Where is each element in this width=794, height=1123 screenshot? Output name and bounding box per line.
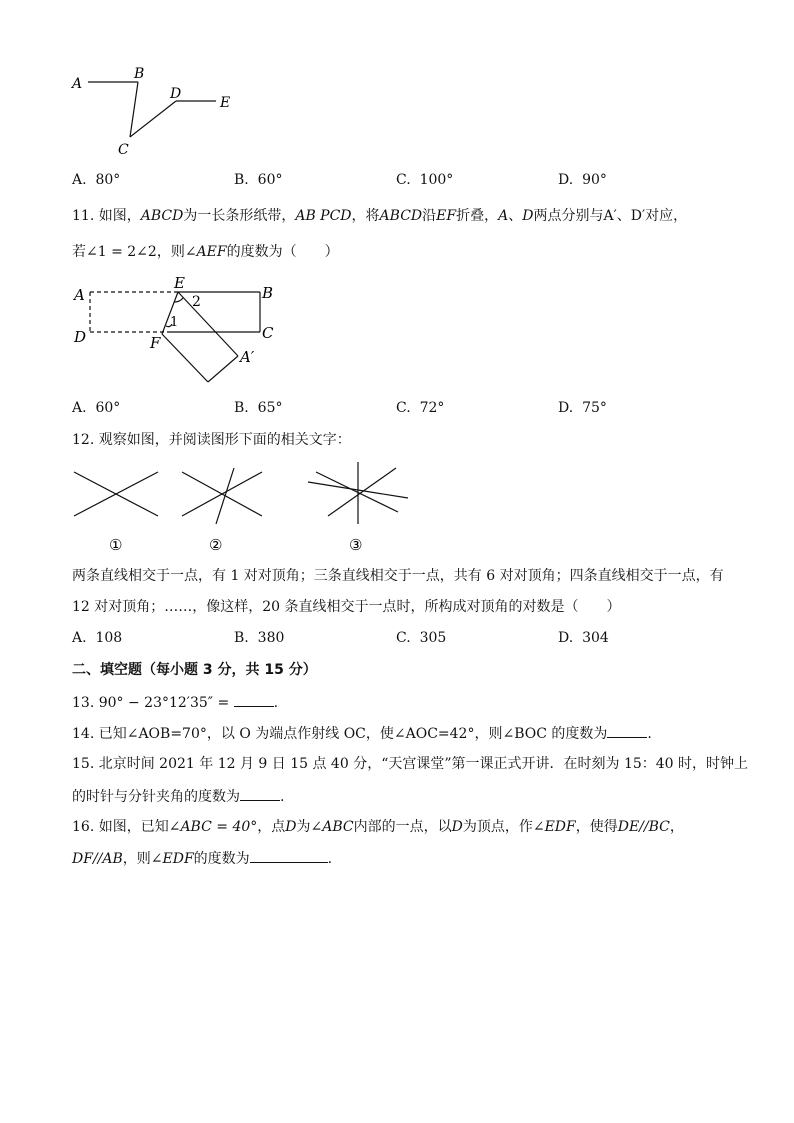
q10-option-b[interactable]: B. 60° — [234, 172, 283, 188]
fig11-angle-2: 2 — [192, 294, 201, 310]
q11-option-d[interactable]: D. 75° — [558, 400, 607, 416]
fig11-label-b: B — [262, 284, 274, 302]
q16-answer-blank[interactable] — [250, 848, 328, 863]
q16-line1: 16. 如图，已知∠ABC = 40°，点D为∠ABC内部的一点，以D为顶点，作∠EDF，使得DE//BC， — [72, 819, 684, 835]
fig11-label-a-prime: A′ — [240, 348, 255, 366]
figure-q12 — [66, 462, 416, 558]
fig12-label-1: ① — [109, 536, 123, 554]
fig11-label-c: C — [262, 324, 274, 342]
point-label-c: C — [118, 142, 129, 158]
q11-option-a[interactable]: A. 60° — [72, 400, 121, 416]
q13: 13. 90° − 23°12′35″ = . — [72, 692, 278, 713]
q10-option-a[interactable]: A. 80° — [72, 172, 121, 188]
q15-answer-blank[interactable] — [240, 786, 280, 801]
q14: 14. 已知∠AOB=70°，以 O 为端点作射线 OC，使∠AOC=42°，则∠BOC 的度数为 . — [72, 723, 652, 744]
q11-option-b[interactable]: B. 65° — [234, 400, 283, 416]
q12-stem-line1: 两条直线相交于一点，有 1 对对顶角；三条直线相交于一点，共有 6 对对顶角；四条直线相交于一点，有 — [72, 568, 724, 584]
q12-option-a[interactable]: A. 108 — [72, 630, 123, 646]
q10-option-c[interactable]: C. 100° — [396, 172, 454, 188]
fig12-label-2: ② — [209, 536, 223, 554]
fig11-label-a: A — [74, 286, 85, 304]
q11-option-c[interactable]: C. 72° — [396, 400, 445, 416]
fig11-label-f: F — [150, 334, 161, 352]
q12-stem-line2: 12 对对顶角；……，像这样，20 条直线相交于一点时，所构成对顶角的对数是（ ） — [72, 599, 621, 615]
q11-stem-line2: 若∠1 = 2∠2，则∠AEF的度数为（ ） — [72, 244, 339, 260]
point-label-b: B — [134, 66, 145, 82]
fig11-label-e: E — [174, 274, 185, 292]
figure-q11 — [66, 272, 296, 390]
section-heading-fill-in: 二、填空题（每小题 3 分，共 15 分） — [72, 662, 317, 678]
q13-answer-blank[interactable] — [234, 692, 274, 707]
q12-option-b[interactable]: B. 380 — [234, 630, 285, 646]
q15-line2: 的时针与分针夹角的度数为 . — [72, 786, 284, 807]
point-label-e: E — [220, 95, 231, 111]
q11-stem-line1: 11. 如图，ABCD为一长条形纸带，AB PCD，将ABCD沿EF折叠，A、D两点分别与A′、D′对应， — [72, 208, 688, 224]
point-label-d: D — [170, 86, 182, 102]
fig11-angle-1: 1 — [170, 315, 179, 330]
q12-option-c[interactable]: C. 305 — [396, 630, 447, 646]
q15-line1: 15. 北京时间 2021 年 12 月 9 日 15 点 40 分，“天宫课堂”第一课正式开讲．在时刻为 15：40 时，时钟上 — [72, 756, 749, 772]
q12-title: 12. 观察如图，并阅读图形下面的相关文字： — [72, 432, 351, 448]
q12-option-d[interactable]: D. 304 — [558, 630, 609, 646]
figure-q10 — [60, 60, 260, 160]
q10-option-d[interactable]: D. 90° — [558, 172, 607, 188]
q16-line2: DF//AB，则∠EDF的度数为 . — [72, 848, 332, 869]
fig12-label-3: ③ — [349, 536, 363, 554]
q14-answer-blank[interactable] — [607, 723, 647, 738]
fig11-label-d: D — [74, 328, 87, 346]
point-label-a: A — [72, 76, 83, 92]
